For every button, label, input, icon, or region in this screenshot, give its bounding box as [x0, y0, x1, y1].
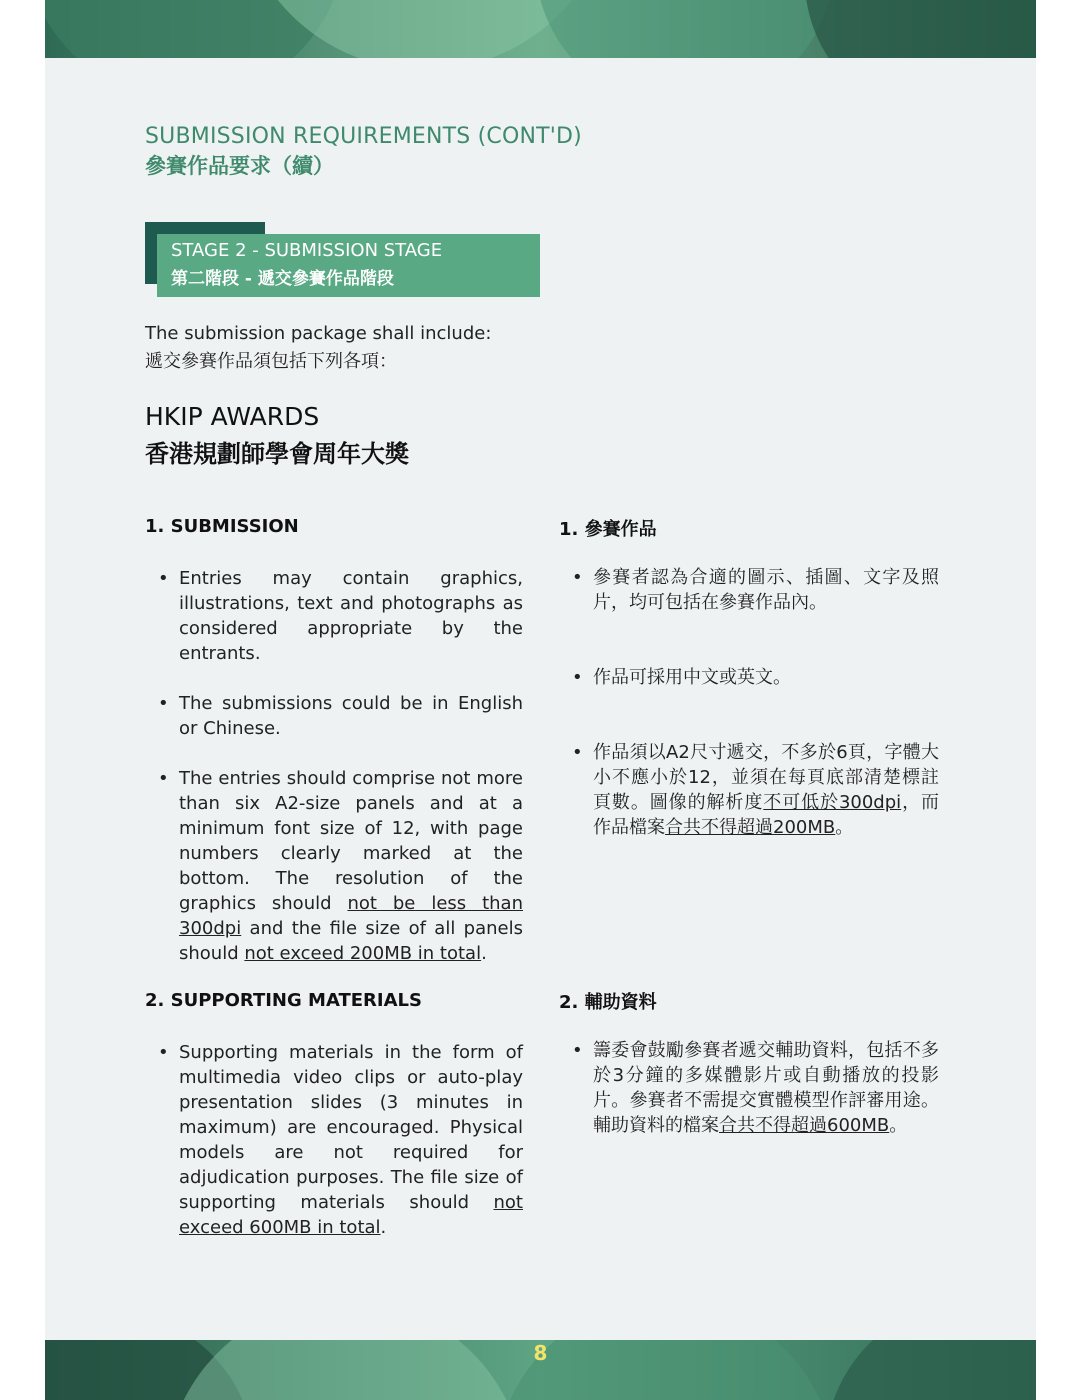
text-segment: The submissions could be in English or Chinese.: [179, 693, 523, 739]
underlined-text: 不可低於300dpi: [763, 792, 902, 813]
text-segment: .: [380, 1217, 387, 1238]
underlined-text: not exceed 600MB in total: [179, 1192, 523, 1238]
text-segment: ，而作品檔案: [593, 792, 940, 838]
text-segment: 作品可採用中文或英文。: [593, 667, 791, 688]
list-item: [145, 566, 523, 666]
text-segment: Supporting materials in the form of multimedia video clips or auto-play presentation slides (3 minutes in maximum) are encouraged. Physical models are not required for adjudication purposes. The file size of supporting materials should: [179, 1042, 523, 1213]
list-item-text: [593, 667, 791, 688]
section-heading-supporting-zh: 2. 輔助資料: [559, 992, 657, 1013]
text-segment: 作品須以A2尺寸遞交，不多於6頁，字體大小不應小於12，並須在每頁底部清楚標註頁數。圖像的解析度: [593, 742, 939, 813]
page-title-en: SUBMISSION REQUIREMENTS (CONT'D): [145, 124, 582, 149]
top-decorative-band: [45, 0, 1036, 58]
bullet-icon: •: [158, 568, 169, 589]
underlined-text: 合共不得超過200MB: [665, 817, 836, 838]
text-segment: 籌委會鼓勵參賽者遞交輔助資料，包括不多於3分鐘的多媒體影片或自動播放的投影片。參賽者不需提交實體模型作評審用途。輔助資料的檔案: [593, 1040, 939, 1136]
list-item: [145, 691, 523, 741]
submission-list-zh: [559, 565, 939, 840]
underlined-text: not be less than 300dpi: [179, 893, 523, 939]
text-segment: The entries should comprise not more than six A2-size panels and at a minimum font size of 12, with page numbers clearly marked at the bottom. The resolution of the graphics should: [179, 768, 523, 914]
bullet-icon: •: [572, 667, 583, 688]
list-item-text: [179, 1042, 523, 1238]
stage-title-en: STAGE 2 - SUBMISSION STAGE: [171, 240, 443, 261]
bullet-icon: •: [158, 1042, 169, 1063]
bullet-icon: •: [572, 742, 583, 763]
list-item-text: [593, 567, 939, 613]
text-segment: .: [481, 943, 487, 964]
list-item-text: [179, 568, 523, 664]
submission-list-en: [145, 566, 523, 966]
section-heading-submission-zh: 1. 參賽作品: [559, 519, 657, 540]
stage-title-zh: 第二階段 - 遞交參賽作品階段: [171, 269, 394, 289]
page: [45, 0, 1036, 1400]
section-heading-submission-en: 1. SUBMISSION: [145, 516, 299, 537]
supporting-list-zh: [559, 1038, 939, 1138]
top-band-graphic: [45, 0, 1036, 58]
list-item-text: [593, 742, 939, 838]
intro-en: The submission package shall include:: [145, 323, 492, 344]
list-item-text: [179, 693, 523, 739]
section-heading-supporting-en: 2. SUPPORTING MATERIALS: [145, 990, 422, 1011]
intro-zh: 遞交參賽作品須包括下列各項：: [145, 351, 397, 372]
list-item: [145, 1040, 523, 1240]
list-item: [145, 766, 523, 966]
list-item: [559, 565, 939, 615]
text-segment: 。: [889, 1115, 908, 1136]
list-item: [559, 1038, 939, 1138]
list-item-text: [593, 1040, 939, 1136]
text-segment: and the file size of all panels should: [179, 918, 523, 964]
page-title-zh: 參賽作品要求（續）: [145, 154, 334, 178]
list-item: [559, 740, 939, 840]
text-segment: 。: [835, 817, 854, 838]
bullet-icon: •: [158, 693, 169, 714]
intro-text: [145, 320, 491, 376]
list-item-text: [179, 768, 523, 964]
awards-title-zh: 香港規劃師學會周年大獎: [145, 440, 409, 468]
bullet-icon: •: [158, 768, 169, 789]
bullet-icon: •: [572, 567, 583, 588]
stage-banner: [157, 234, 540, 297]
text-segment: Entries may contain graphics, illustrations, text and photographs as considered appropriate by the entrants.: [179, 568, 523, 664]
text-segment: 參賽者認為合適的圖示、插圖、文字及照片，均可包括在參賽作品內。: [593, 567, 939, 613]
supporting-list-en: [145, 1040, 523, 1240]
bullet-icon: •: [572, 1040, 583, 1061]
list-item: [559, 665, 939, 690]
underlined-text: not exceed 200MB in total: [244, 943, 482, 964]
underlined-text: 合共不得超過600MB: [719, 1115, 890, 1136]
awards-title-en: HKIP AWARDS: [145, 402, 320, 431]
page-number: 8: [533, 1341, 548, 1365]
